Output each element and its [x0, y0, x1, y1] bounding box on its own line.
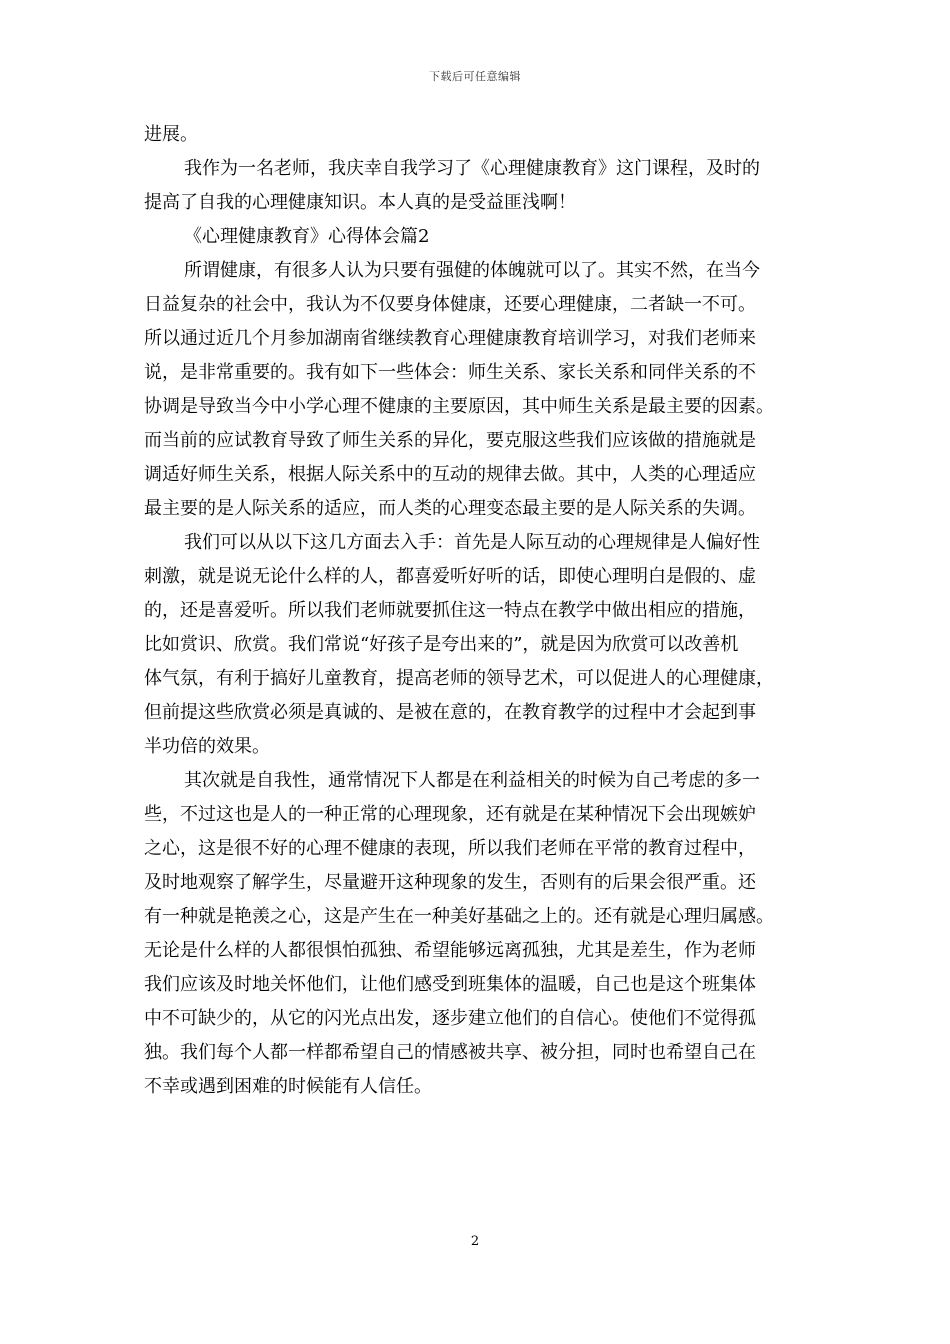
text-line: 提高了自我的心理健康知识。本人真的是受益匪浅啊！: [144, 192, 576, 213]
text-line: 协调是导致当今中小学心理不健康的主要原因，其中师生关系是最主要的因素。: [144, 396, 774, 417]
paragraph-start: 所谓健康，有很多人认为只要有强健的体魄就可以了。其实不然，在当今: [184, 260, 760, 281]
text-line: 无论是什么样的人都很惧怕孤独、希望能够远离孤独，尤其是差生，作为老师: [144, 940, 756, 961]
text-line: 日益复杂的社会中，我认为不仅要身体健康，还要心理健康，二者缺一不可。: [144, 294, 756, 315]
text-line: 半功倍的效果。: [144, 736, 270, 757]
text-line: 调适好师生关系，根据人际关系中的互动的规律去做。其中，人类的心理适应: [144, 464, 756, 485]
text-line: 些，不过这也是人的一种正常的心理现象，还有就是在某种情况下会出现嫉妒: [144, 804, 756, 825]
text-line: 说，是非常重要的。我有如下一些体会：师生关系、家长关系和同伴关系的不: [144, 362, 756, 383]
page-header: 下载后可任意编辑: [429, 70, 521, 83]
paragraph-start: 我们可以从以下这几方面去入手：首先是人际互动的心理规律是人偏好性: [184, 532, 760, 553]
text-line: 最主要的是人际关系的适应，而人类的心理变态最主要的是人际关系的失调。: [144, 498, 756, 519]
text-line: 之心，这是很不好的心理不健康的表现，所以我们老师在平常的教育过程中，: [144, 838, 756, 859]
text-line: 独。我们每个人都一样都希望自己的情感被共享、被分担，同时也希望自己在: [144, 1042, 756, 1063]
document-body: [144, 118, 820, 1104]
text-line: 有一种就是艳羡之心，这是产生在一种美好基础之上的。还有就是心理归属感。: [144, 906, 774, 927]
section-title: 《心理健康教育》心得体会篇2: [184, 226, 430, 247]
text-line: 比如赏识、欣赏。我们常说“好孩子是夸出来的”，就是因为欣赏可以改善机: [144, 634, 739, 655]
text-line: 不幸或遇到困难的时候能有人信任。: [144, 1076, 432, 1097]
page-number: 2: [470, 1234, 480, 1249]
text-line: 我们应该及时地关怀他们，让他们感受到班集体的温暖，自己也是这个班集体: [144, 974, 756, 995]
text-line: 的，还是喜爱听。所以我们老师就要抓住这一特点在教学中做出相应的措施，: [144, 600, 756, 621]
text-line: 但前提这些欣赏必须是真诚的、是被在意的，在教育教学的过程中才会起到事: [144, 702, 756, 723]
paragraph-start: 我作为一名老师，我庆幸自我学习了《心理健康教育》这门课程，及时的: [184, 158, 760, 179]
text-line: 中不可缺少的，从它的闪光点出发，逐步建立他们的自信心。使他们不觉得孤: [144, 1008, 756, 1029]
text-line: 进展。: [144, 124, 198, 145]
paragraph-start: 其次就是自我性，通常情况下人都是在利益相关的时候为自己考虑的多一: [184, 770, 760, 791]
text-line: 及时地观察了解学生，尽量避开这种现象的发生，否则有的后果会很严重。还: [144, 872, 756, 893]
text-line: 体气氛，有利于搞好儿童教育，提高老师的领导艺术，可以促进人的心理健康，: [144, 668, 774, 689]
text-line: 所以通过近几个月参加湖南省继续教育心理健康教育培训学习，对我们老师来: [144, 328, 756, 349]
text-line: 刺激，就是说无论什么样的人，都喜爱听好听的话，即使心理明白是假的、虚: [144, 566, 756, 587]
text-line: 而当前的应试教育导致了师生关系的异化，要克服这些我们应该做的措施就是: [144, 430, 756, 451]
